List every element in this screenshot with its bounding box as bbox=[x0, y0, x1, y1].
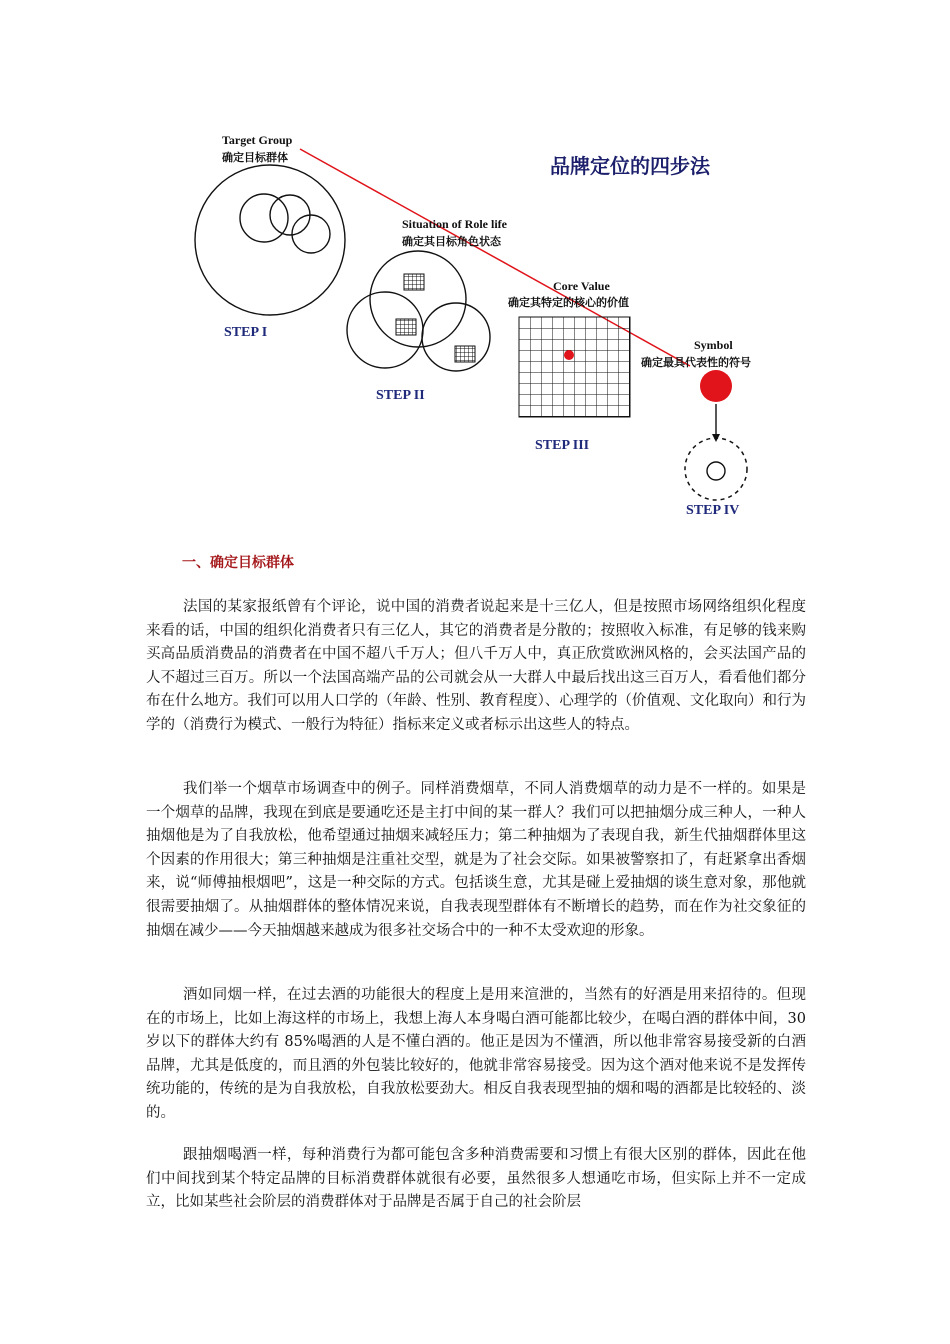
paragraph: 酒如同烟一样，在过去酒的功能很大的程度上是用来渲泄的，当然有的好酒是用来招待的。但现在的市场上，比如上海这样的市场上，我想上海人本身喝白酒可能都比较少，在喝白酒的群体中间，30 岁以下的群体大约有 85%喝酒的人是不懂白酒的。他正是因为不懂酒，所以他非常容易接受新的白酒品牌，尤其是低度的，而且酒的外包装比较好的，他就非常容易接受。因为这个酒对他来说不是发挥传统功能的，传统的是为自我放松，自我放松要劲大。相反自我表现型抽的烟和喝的酒都是比较轻的、淡的。 bbox=[146, 987, 806, 1121]
symbol-core bbox=[707, 462, 725, 480]
step3-en-label: Core Value bbox=[553, 279, 610, 293]
paragraph: 跟抽烟喝酒一样，每种消费行为都可能包含多种消费需要和习惯上有很大区别的群体，因此在他们中间找到某个特定品牌的目标消费群体就很有必要，虽然很多人想通吃市场，但实际上并不一定成立，比如某些社会阶层的消费群体对于品牌是否属于自己的社会阶层 bbox=[146, 1147, 806, 1211]
sub-group-circle bbox=[270, 195, 310, 235]
connector-line bbox=[300, 149, 690, 366]
sub-group-circle bbox=[240, 194, 288, 242]
target-group-circle bbox=[195, 165, 345, 315]
symbol-orbit bbox=[685, 438, 747, 500]
symbol-dot bbox=[700, 370, 732, 402]
grid-icon bbox=[455, 346, 475, 362]
step4-en-label: Symbol bbox=[694, 338, 733, 352]
step3-cn-label: 确定其特定的核心的价值 bbox=[508, 296, 629, 309]
grid-icon bbox=[404, 274, 424, 290]
step3-label: STEP III bbox=[535, 438, 590, 453]
step2-label: STEP II bbox=[376, 388, 425, 403]
grid-icon bbox=[396, 319, 416, 335]
step1-cn-label: 确定目标群体 bbox=[222, 151, 288, 164]
core-value-grid bbox=[519, 317, 630, 417]
step4-label: STEP IV bbox=[686, 503, 740, 518]
four-step-diagram bbox=[0, 0, 950, 540]
role-circle bbox=[370, 251, 466, 347]
core-value-dot bbox=[564, 350, 574, 360]
paragraph: 我们举一个烟草市场调查中的例子。同样消费烟草，不同人消费烟草的动力是不一样的。如果是一个烟草的品牌，我现在到底是要通吃还是主打中间的某一群人？我们可以把抽烟分成三种人，一种人抽烟他是为了自我放松，他希望通过抽烟来减轻压力；第二种抽烟为了表现自我，新生代抽烟群体里这个因素的作用很大；第三种抽烟是注重社交型，就是为了社会交际。如果被警察扣了，有赶紧拿出香烟来，说“师傅抽根烟吧”，这是一种交际的方式。包括谈生意，尤其是碰上爱抽烟的谈生意对象，那他就很需要抽烟了。从抽烟群体的整体情况来说，自我表现型群体有不断增长的趋势，而在作为社交象征的抽烟在减少——今天抽烟越来越成为很多社交场合中的一种不太受欢迎的形象。 bbox=[146, 781, 806, 939]
step4-cn-label: 确定最具代表性的符号 bbox=[641, 356, 751, 369]
step1-en-label: Target Group bbox=[222, 133, 293, 147]
step2-cn-label: 确定其目标角色状态 bbox=[402, 235, 501, 248]
step2-en-label: Situation of Role life bbox=[402, 217, 507, 231]
paragraph: 法国的某家报纸曾有个评论，说中国的消费者说起来是十三亿人，但是按照市场网络组织化程度来看的话，中国的组织化消费者只有三亿人，其它的消费者是分散的；按照收入标准，有足够的钱来购买高品质消费品的消费者在中国不超八千万人；但八千万人中，真正欣赏欧洲风格的，会买法国产品的人不超过三百万。所以一个法国高端产品的公司就会从一大群人中最后找出这三百万人，看看他们都分布在什么地方。我们可以用人口学的（年龄、性别、教育程度）、心理学的（价值观、文化取向）和行为学的（消费行为模式、一般行为特征）指标来定义或者标示出这些人的特点。 bbox=[146, 599, 806, 733]
diagram-title: 品牌定位的四步法 bbox=[550, 154, 710, 178]
section-heading: 一、确定目标群体 bbox=[182, 555, 294, 571]
step1-label: STEP I bbox=[224, 325, 268, 340]
